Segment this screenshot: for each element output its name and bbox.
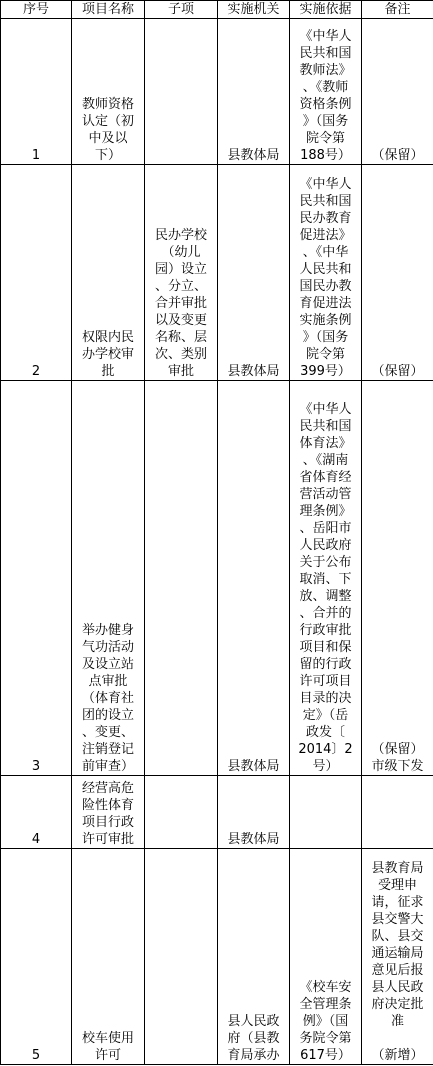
seq-cell: 2 [1, 165, 72, 381]
basis-cell: 《中华人 民共和国 教师法》 、《教师 资格条例 》（国务 院令第 188号） [290, 19, 362, 165]
basis-cell: 《中华人 民共和国 体育法》 、《湖南 省体育经 营活动管 理条例》 、岳阳市 人民政府 关于公布 取消、下 放、调整 、合并的 行政审批 项目和保 留的行政 许可项目 目录的决 定》（岳 政发〔 2014〕2 号） [290, 381, 362, 776]
seq-cell: 4 [1, 776, 72, 849]
table-row [1, 19, 433, 165]
basis-cell [290, 776, 362, 849]
agency-cell: 县教体局 [218, 381, 290, 776]
remarks-cell: （保留） 市级下发 [362, 381, 433, 776]
remarks-cell: 县教育局 受理申 请，征求 县交警大 队、县交 通运输局 意见后报 县人民政 府决定批 准 （新增） [362, 849, 433, 1065]
header-sub-item: 子项 [145, 1, 218, 19]
seq-cell: 1 [1, 19, 72, 165]
sub-item-cell [145, 849, 218, 1065]
sub-item-cell: 民办学校 （幼儿 园）设立 、分立、 合并审批 以及变更 名称、层 次、类别 审批 [145, 165, 218, 381]
seq-cell: 3 [1, 381, 72, 776]
table-row [1, 849, 433, 1065]
header-seq: 序号 [1, 1, 72, 19]
agency-cell: 县教体局 [218, 19, 290, 165]
sub-item-cell [145, 19, 218, 165]
header-remarks: 备注 [362, 1, 433, 19]
header-basis: 实施依据 [290, 1, 362, 19]
item-name-cell: 经营高危 险性体育 项目行政 许可审批 [72, 776, 145, 849]
remarks-cell: （保留） [362, 19, 433, 165]
table-row [1, 381, 433, 776]
header-row [1, 1, 433, 19]
item-name-cell: 举办健身 气功活动 及设立站 点审批 （体育社 团的设立 、变更、 注销登记 前审查） [72, 381, 145, 776]
header-item-name: 项目名称 [72, 1, 145, 19]
agency-cell: 县人民政 府（县教 育局承办 [218, 849, 290, 1065]
basis-cell: 《中华人 民共和国 民办教育 促进法》 、《中华 人民共和 国民办教 育促进法 实施条例 》（国务 院令第 399号） [290, 165, 362, 381]
basis-cell: 《校车安 全管理条 例》（国 务院令第 617号） [290, 849, 362, 1065]
sub-item-cell [145, 776, 218, 849]
sub-item-cell [145, 381, 218, 776]
seq-cell: 5 [1, 849, 72, 1065]
table-row [1, 776, 433, 849]
item-name-cell: 权限内民 办学校审 批 [72, 165, 145, 381]
table-row [1, 165, 433, 381]
remarks-cell [362, 776, 433, 849]
item-name-cell: 校车使用 许可 [72, 849, 145, 1065]
agency-cell: 县教体局 [218, 165, 290, 381]
header-agency: 实施机关 [218, 1, 290, 19]
item-name-cell: 教师资格 认定（初 中及以 下） [72, 19, 145, 165]
agency-cell: 县教体局 [218, 776, 290, 849]
remarks-cell: （保留） [362, 165, 433, 381]
